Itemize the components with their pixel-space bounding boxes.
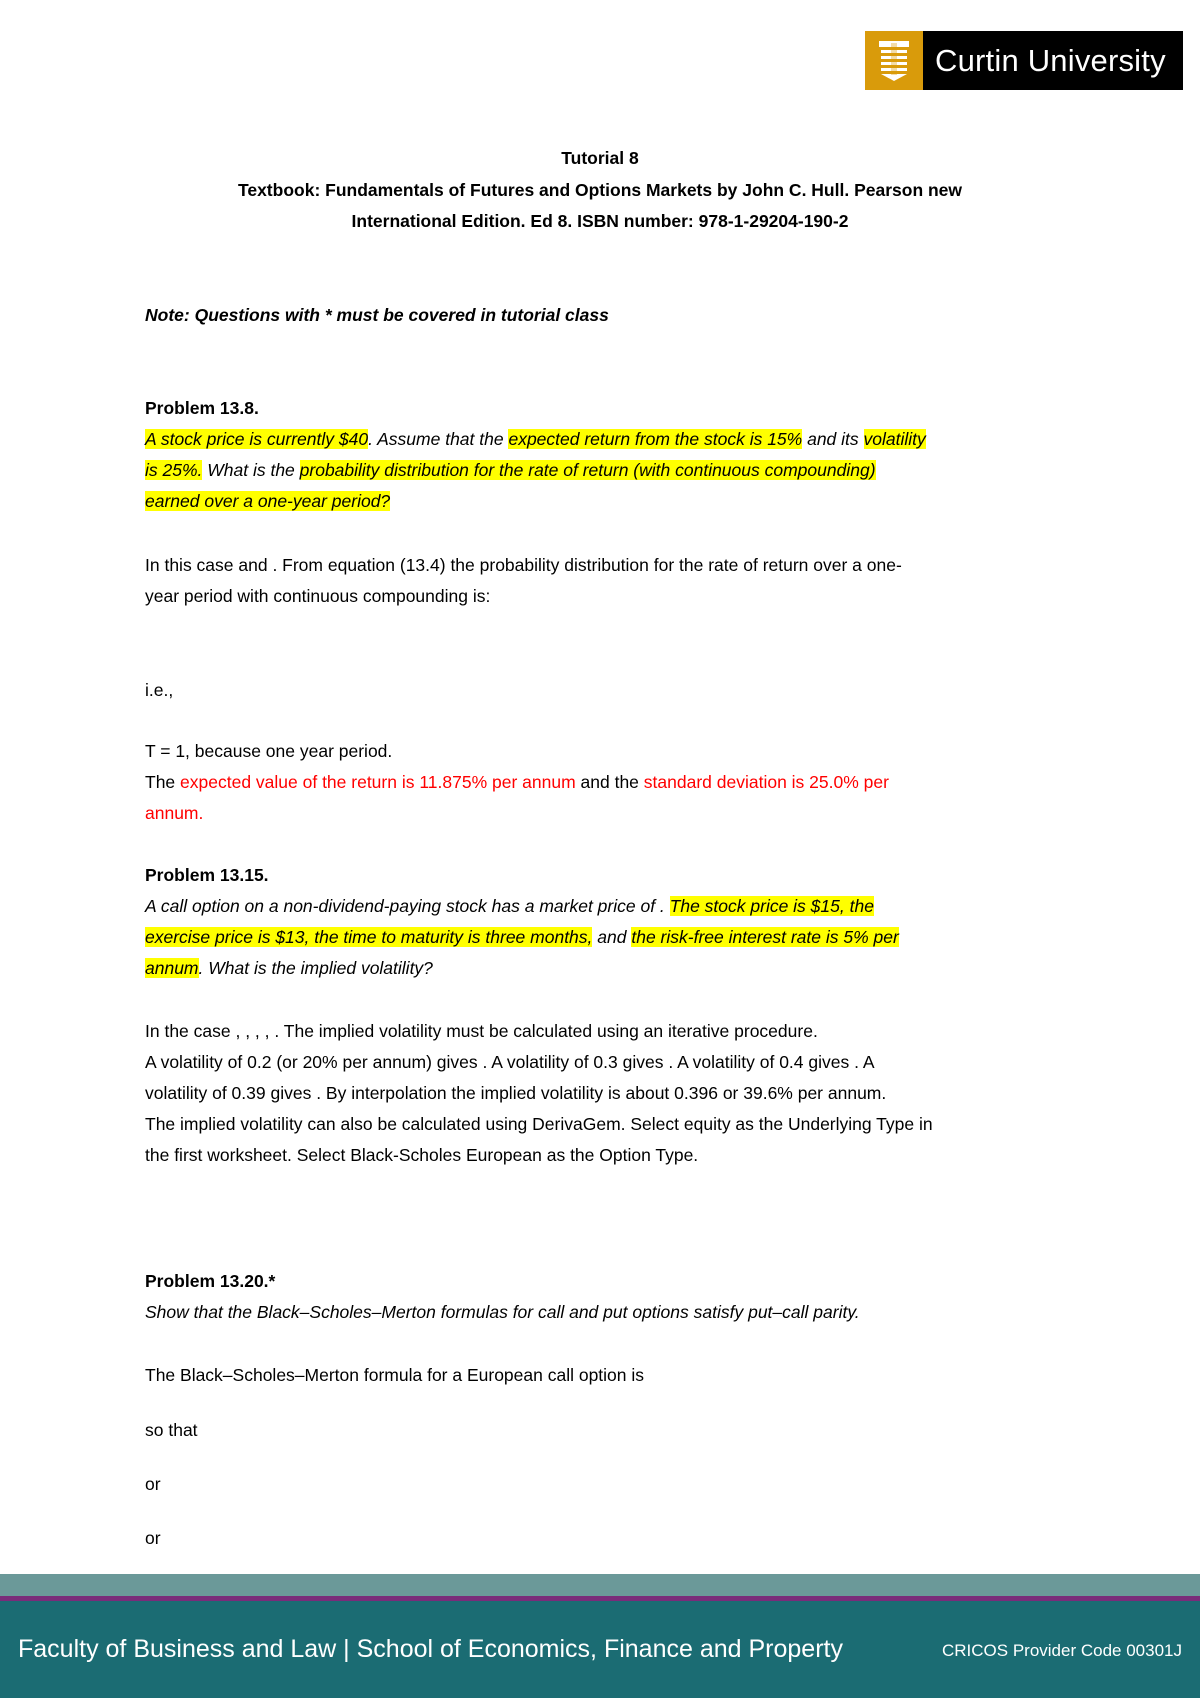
- problem-13-15-question-line-3: annum. What is the implied volatility?: [145, 958, 433, 978]
- crest-icon: [865, 31, 923, 90]
- problem-13-15-answer-line-1: In the case , , , , . The implied volatility must be calculated using an iterative procedure.: [145, 1021, 818, 1041]
- problem-13-15-question-line-1: A call option on a non-dividend-paying stock has a market price of . The stock price is $15, the: [145, 896, 874, 916]
- textbook-line-1: Textbook: Fundamentals of Futures and Options Markets by John C. Hull. Pearson new: [237, 180, 963, 200]
- page-footer: [0, 1601, 1200, 1698]
- problem-13-15-question-line-2: exercise price is $13, the time to maturity is three months, and the risk-free interest rate is 5% per: [145, 927, 899, 947]
- problem-13-8-result-line-2: annum.: [145, 803, 204, 823]
- problem-13-20-answer-line-2: so that: [145, 1420, 198, 1440]
- problem-13-8-ie: i.e.,: [145, 680, 174, 700]
- footer-faculty: Faculty of Business and Law | School of Economics, Finance and Property: [18, 1635, 843, 1663]
- problem-13-20-question: Show that the Black–Scholes–Merton formulas for call and put options satisfy put–call parity.: [145, 1302, 860, 1322]
- curtin-logo: [865, 31, 1183, 90]
- problem-13-8-title: Problem 13.8.: [145, 398, 259, 418]
- problem-13-15-answer-line-3: volatility of 0.39 gives . By interpolation the implied volatility is about 0.396 or 39.6% per annum.: [145, 1083, 887, 1103]
- problem-13-15-answer-line-4: The implied volatility can also be calculated using DerivaGem. Select equity as the Underlying Type in: [145, 1114, 933, 1134]
- textbook-line-2: International Edition. Ed 8. ISBN number: 978-1-29204-190-2: [351, 211, 849, 231]
- footer-band-light: [0, 1574, 1200, 1596]
- footer-cricos: CRICOS Provider Code 00301J: [941, 1641, 1182, 1660]
- problem-13-8-question-line-1: A stock price is currently $40. Assume that the expected return from the stock is 15% and its volatility: [145, 429, 926, 449]
- problem-13-8-answer-line-1: In this case and . From equation (13.4) the probability distribution for the rate of return over a one-: [145, 555, 902, 575]
- problem-13-15-answer-line-5: the first worksheet. Select Black-Scholes European as the Option Type.: [145, 1145, 699, 1165]
- problem-13-8-question-line-2: is 25%. What is the probability distribution for the rate of return (with continuous compounding): [145, 460, 876, 480]
- logo-wordmark: Curtin University: [923, 31, 1183, 90]
- problem-13-8-t-note: T = 1, because one year period.: [145, 741, 393, 761]
- tutorial-title: Tutorial 8: [561, 148, 639, 168]
- problem-13-20-answer-line-3: or: [145, 1474, 161, 1494]
- problem-13-8-question-line-3: earned over a one-year period?: [145, 491, 391, 511]
- problem-13-20-answer-line-4: or: [145, 1528, 161, 1548]
- problem-13-15-title: Problem 13.15.: [145, 865, 269, 885]
- problem-13-8-result-line-1: The expected value of the return is 11.875% per annum and the standard deviation is 25.0% per: [145, 772, 889, 792]
- problem-13-20-title: Problem 13.20.*: [145, 1271, 276, 1291]
- tutorial-note: Note: Questions with * must be covered in tutorial class: [145, 305, 609, 325]
- problem-13-8-answer-line-2: year period with continuous compounding is:: [145, 586, 491, 606]
- problem-13-15-answer-line-2: A volatility of 0.2 (or 20% per annum) gives . A volatility of 0.3 gives . A volatility of 0.4 gives . A: [145, 1052, 875, 1072]
- problem-13-20-answer-line-1: The Black–Scholes–Merton formula for a European call option is: [145, 1365, 645, 1385]
